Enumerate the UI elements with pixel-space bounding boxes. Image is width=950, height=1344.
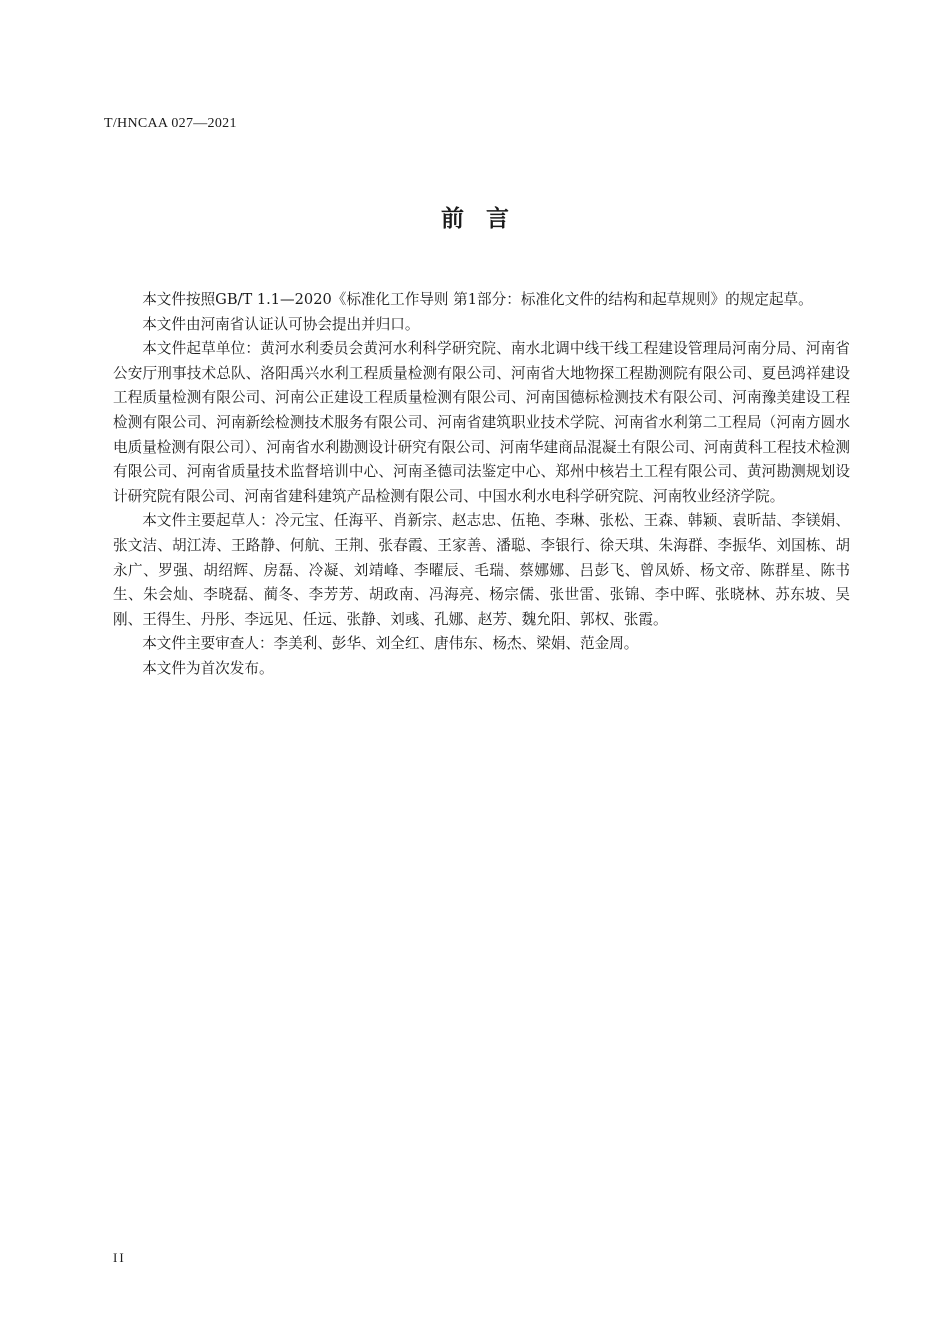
foreword-body [113, 288, 850, 682]
paragraph-drafting-rules: 本文件按照GB/T 1.1—2020《标准化工作导则 第1部分：标准化文件的结构和起草规则》的规定起草。 [142, 291, 813, 308]
page-title: 前言 [441, 206, 531, 232]
paragraph-reviewers: 本文件主要审查人：李美利、彭华、刘全红、唐伟东、杨杰、梁娟、范金周。 [142, 635, 639, 653]
paragraph-proposer: 本文件由河南省认证认可协会提出并归口。 [142, 315, 420, 333]
paragraph-drafters: 本文件主要起草人：冷元宝、任海平、肖新宗、赵志忠、伍艳、李琳、张松、王森、韩颖、袁昕喆、李镁娟、张文洁、胡江涛、王路静、何航、王荆、张春霞、王家善、潘聪、李银行、徐天琪、朱海群、李振华、刘国栋、胡永广、罗强、胡绍辉、房磊、冷凝、刘靖峰、李曜辰、毛瑞、蔡娜娜、吕彭飞、曾凤娇、杨文帝、陈群星、陈书生、朱会灿、李晓磊、蔺冬、李芳芳、胡政南、冯海亮、杨宗儒、张世雷、张锦、李中晖、张晓林、苏东坡、吴刚、王得生、丹彤、李远见、任远、张静、刘彧、孔娜、赵芳、魏允阳、郭权、张霞。 [113, 512, 850, 628]
document-code: T/HNCAA 027—2021 [104, 116, 237, 131]
page-number: II [113, 1250, 126, 1265]
paragraph-drafting-units: 本文件起草单位：黄河水利委员会黄河水利科学研究院、南水北调中线干线工程建设管理局河南分局、河南省公安厅刑事技术总队、洛阳禹兴水利工程质量检测有限公司、河南省大地物探工程勘测院有限公司、夏邑鸿祥建设工程质量检测有限公司、河南公正建设工程质量检测有限公司、河南国德标检测技术有限公司、河南豫美建设工程检测有限公司、河南新绘检测技术服务有限公司、河南省建筑职业技术学院、河南省水利第二工程局（河南方圆水电质量检测有限公司）、河南省水利勘测设计研究有限公司、河南华建商品混凝土有限公司、河南黄科工程技术检测有限公司、河南省质量技术监督培训中心、河南圣德司法鉴定中心、郑州中核岩土工程有限公司、黄河勘测规划设计研究院有限公司、河南省建科建筑产品检测有限公司、中国水利水电科学研究院、河南牧业经济学院。 [113, 340, 850, 505]
paragraph-first-release: 本文件为首次发布。 [142, 659, 274, 677]
